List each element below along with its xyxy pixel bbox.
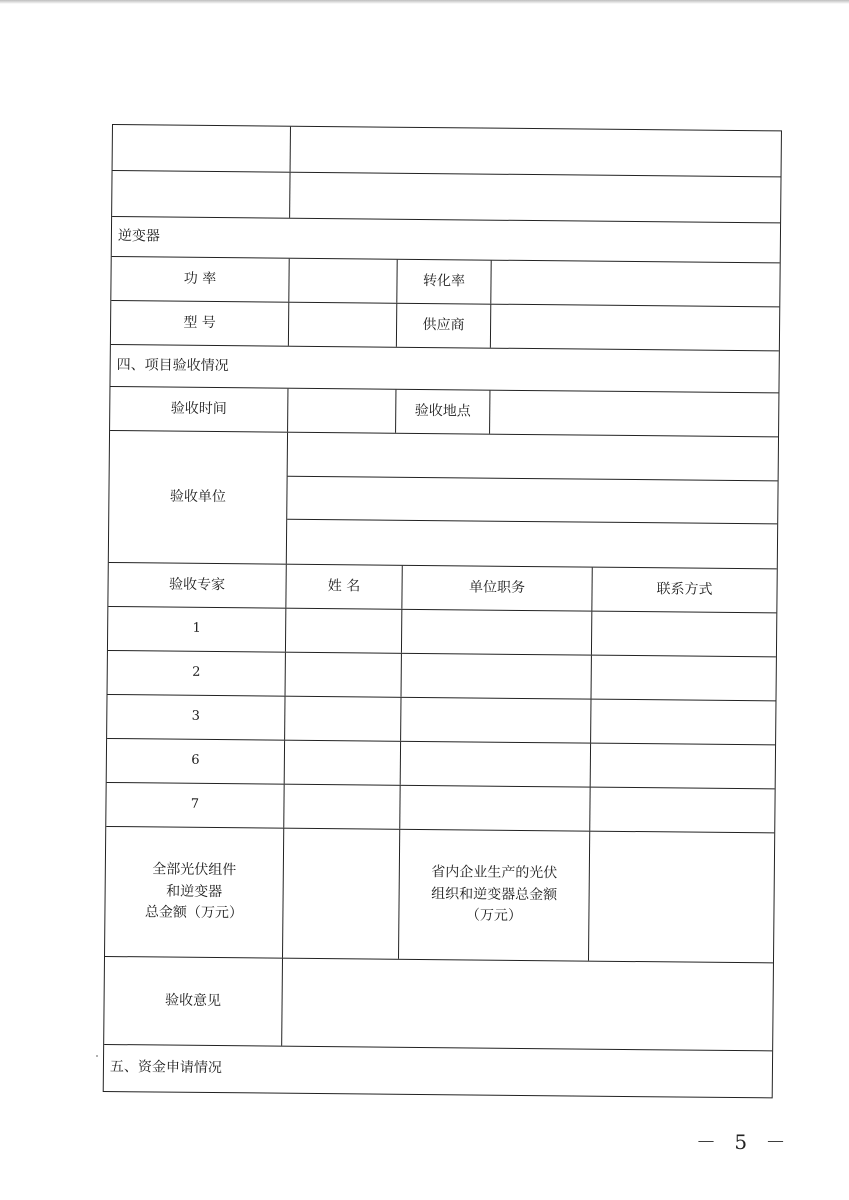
section-four-title: 四、项目验收情况	[116, 356, 229, 374]
expert-row	[108, 607, 776, 657]
opinion-row	[104, 957, 773, 1051]
section-five-title: 五、资金申请情况	[109, 1059, 223, 1077]
total-amount-value	[283, 829, 400, 959]
acceptance-place-label: 验收地点	[396, 390, 490, 434]
total-amount-line: 和逆变器	[166, 883, 223, 900]
page-top-edge	[0, 0, 849, 4]
acceptance-time-label: 验收时间	[110, 387, 288, 432]
model-row	[111, 301, 779, 351]
expert-position-cell	[401, 698, 591, 743]
blank-row-2	[112, 171, 780, 223]
inverter-section-row	[112, 217, 780, 263]
provincial-amount-line: （万元）	[465, 907, 522, 925]
expert-position-cell	[400, 786, 590, 831]
acceptance-place-value	[490, 391, 778, 437]
acceptance-unit-line	[287, 476, 777, 524]
expert-row-number: 7	[106, 783, 284, 828]
blank-cell	[290, 173, 780, 223]
blank-cell	[291, 127, 781, 177]
expert-position-cell	[401, 742, 591, 787]
power-value	[289, 259, 397, 303]
experts-label: 验收专家	[108, 563, 286, 608]
expert-contact-cell	[591, 700, 775, 745]
conversion-label: 转化率	[397, 260, 491, 304]
expert-row-number: 6	[107, 739, 285, 784]
conversion-value	[491, 261, 779, 307]
provincial-amount-value	[589, 832, 774, 963]
acceptance-unit-line	[288, 433, 778, 481]
expert-row-number: 3	[107, 695, 285, 740]
blank-cell	[112, 171, 290, 218]
provincial-amount-line: 省内企业生产的光伏	[431, 864, 558, 882]
total-amount-label	[105, 827, 284, 958]
blank-row-1	[113, 125, 781, 177]
contact-header: 联系方式	[656, 580, 713, 598]
provincial-amount-label	[399, 830, 590, 961]
name-header: 姓 名	[286, 565, 402, 609]
total-amount-line: 全部光伏组件	[152, 861, 237, 879]
expert-row	[107, 695, 775, 745]
section-four-row	[110, 345, 778, 393]
position-header: 单位职务	[402, 566, 592, 611]
expert-name-cell	[285, 697, 401, 741]
expert-name-cell	[286, 609, 402, 653]
total-amount-line: 总金额（万元）	[144, 904, 244, 922]
power-label: 功 率	[111, 257, 289, 302]
expert-position-cell	[402, 610, 592, 655]
acceptance-time-value	[288, 389, 396, 433]
model-label: 型 号	[111, 301, 289, 346]
opinion-label: 验收意见	[104, 957, 283, 1046]
power-row	[111, 257, 779, 307]
acceptance-form-table	[103, 124, 782, 1098]
scan-speck	[96, 1055, 98, 1057]
blank-cell	[113, 125, 291, 172]
expert-name-cell	[286, 653, 402, 697]
opinion-value	[282, 959, 773, 1051]
expert-name-cell	[285, 741, 401, 785]
model-value	[289, 303, 397, 347]
acceptance-unit-lines	[287, 433, 778, 569]
provincial-amount-line: 组织和逆变器总金额	[431, 885, 558, 903]
acceptance-unit-line	[287, 520, 777, 568]
expert-row	[106, 783, 774, 833]
acceptance-unit-label: 验收单位	[109, 431, 288, 564]
expert-contact-cell	[590, 788, 774, 833]
experts-header-row	[108, 563, 776, 613]
acceptance-time-row	[110, 387, 778, 437]
expert-contact-cell	[592, 612, 776, 657]
supplier-value	[491, 305, 779, 351]
expert-row	[108, 651, 776, 701]
total-amount-row	[105, 827, 774, 963]
supplier-label: 供应商	[397, 304, 491, 348]
expert-row-number: 1	[108, 607, 286, 652]
expert-position-cell	[402, 654, 592, 699]
expert-row-number: 2	[108, 651, 286, 696]
expert-contact-cell	[592, 656, 776, 701]
expert-contact-cell	[591, 744, 775, 789]
section-five-row	[104, 1045, 772, 1097]
expert-row	[107, 739, 775, 789]
expert-name-cell	[284, 785, 400, 829]
page-number: － 5 －	[696, 1130, 792, 1154]
inverter-section-title: 逆变器	[117, 227, 161, 245]
acceptance-unit-row	[109, 431, 778, 569]
